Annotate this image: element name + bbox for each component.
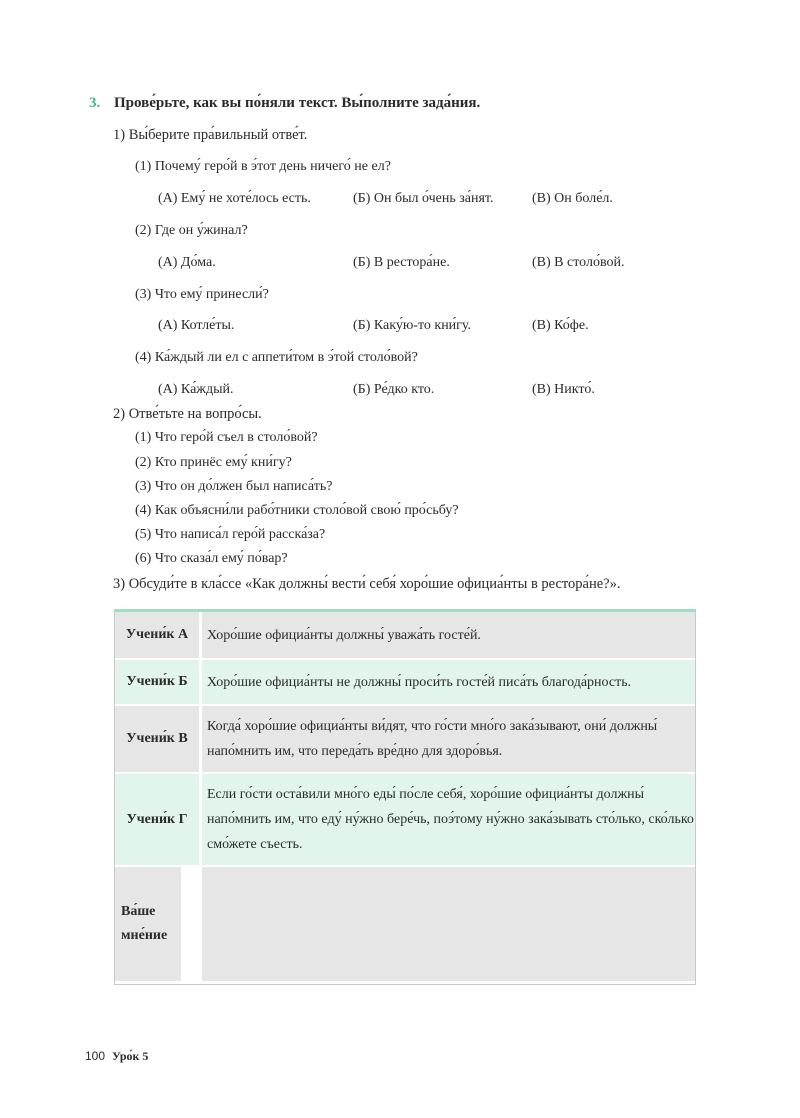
answer-option: (А) Ка́ждый. [158,382,234,397]
table-row [115,706,695,772]
answer-option: (А) Котле́ты. [158,318,235,333]
table-row [115,612,695,658]
answer-option: (В) Он боле́л. [532,191,613,206]
student-opinion: Если го́сти оста́вили мно́го еды́ по́сле себя́, хоро́шие официа́нты должны́ напо́мнить им, что еду́ ну́жно бере́чь, поэ́тому ну́жно зака́зывать сто́лько, ско́лько смо́жете съесть. [202,774,695,865]
student-label: Учени́к А [115,612,199,658]
answer-option: (А) До́ма. [158,255,216,270]
task-title: Прове́рьте, как вы по́няли текст. Вы́полните зада́ния. [114,95,481,111]
answer-option: (Б) Каку́ю-то кни́гу. [353,318,472,333]
student-opinion: Хоро́шие официа́нты должны́ уважа́ть госте́й. [202,612,695,658]
answer-option: (В) В столо́вой. [532,255,625,270]
list-item: (4) Как объясни́ли рабо́тники столо́вой свою́ про́сьбу? [135,503,459,518]
your-opinion-label: Ва́ше мне́ние [115,867,181,981]
part1-heading: 1) Вы́берите пра́вильный отве́т. [113,127,308,143]
list-item: (1) Что геро́й съел в столо́вой? [135,430,318,445]
answer-option: (Б) Ре́дко кто. [353,382,435,397]
table-row [115,867,695,981]
student-opinion: Хоро́шие официа́нты не должны́ проси́ть госте́й писа́ть благода́рность. [202,660,695,704]
lesson-label: Уро́к 5 [112,1049,149,1063]
answer-option: (В) Никто́. [532,382,595,397]
table-row [115,774,695,865]
part3-heading: 3) Обсуди́те в кла́ссе «Как должны́ вести́ себя́ хоро́шие официа́нты в рестора́не?». [113,576,621,592]
list-item: (6) Что сказа́л ему́ по́вар? [135,551,288,566]
answer-option: (Б) В рестора́не. [353,255,450,270]
your-opinion-field[interactable] [202,867,695,981]
answer-option: (В) Ко́фе. [532,318,589,333]
table-row [115,660,695,704]
answer-option: (Б) Он был о́чень за́нят. [353,191,494,206]
question-3: (3) Что ему́ принесли́? [135,287,269,302]
list-item: (2) Кто принёс ему́ кни́гу? [135,455,292,470]
list-item: (3) Что он до́лжен был написа́ть? [135,479,333,494]
task-number: 3. [89,95,101,111]
student-opinion: Когда́ хоро́шие официа́нты ви́дят, что го́сти мно́го зака́зывают, они́ должны́ напо́мнить им, что переда́ть вре́дно для здоро́вья. [202,706,695,772]
student-label: Учени́к Г [115,774,199,865]
part2-heading: 2) Отве́тьте на вопро́сы. [113,406,262,422]
student-label: Учени́к Б [115,660,199,704]
list-item: (5) Что написа́л геро́й расска́за? [135,527,326,542]
question-4: (4) Ка́ждый ли ел с аппети́том в э́той столо́вой? [135,350,418,365]
page-number: 100 [85,1049,106,1063]
question-2: (2) Где он у́жинал? [135,223,248,238]
discussion-table [114,609,696,985]
answer-option: (А) Ему́ не хоте́лось есть. [158,191,311,206]
student-label: Учени́к В [115,706,199,772]
question-1: (1) Почему́ геро́й в э́тот день ничего́ не ел? [135,159,391,174]
